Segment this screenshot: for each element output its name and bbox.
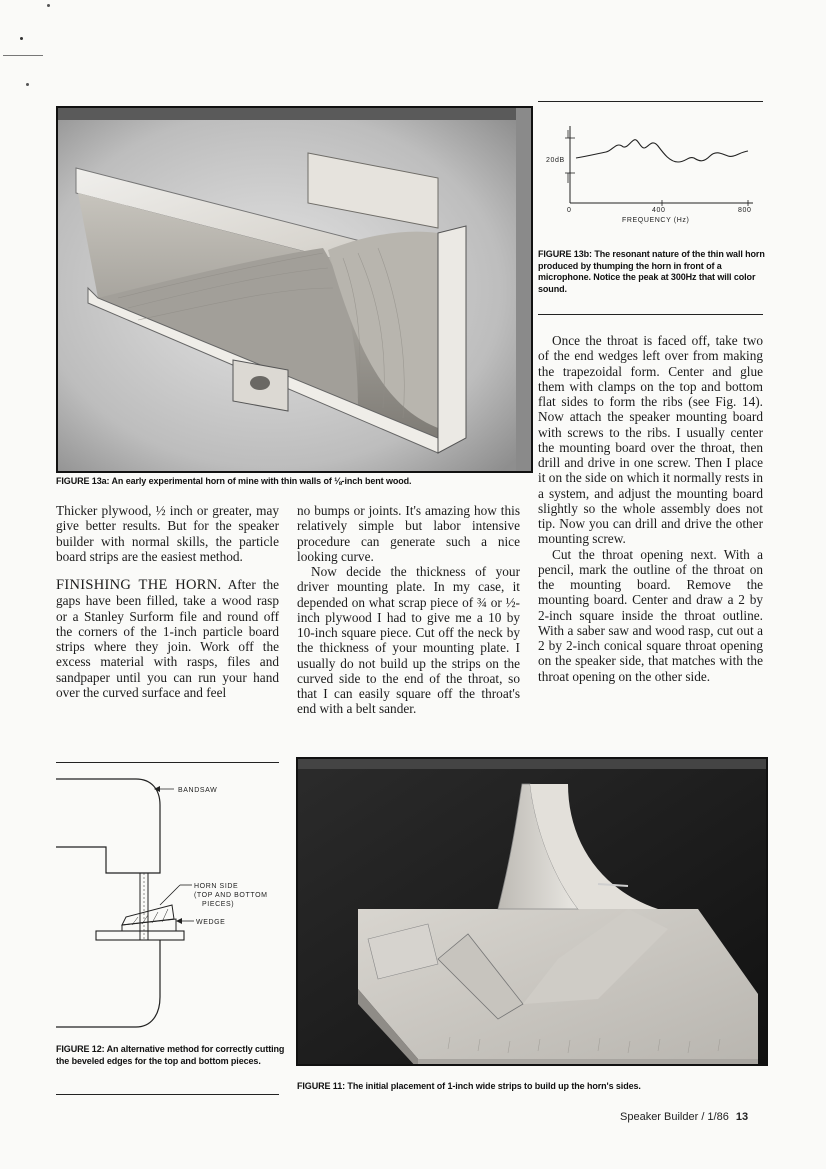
- bandsaw-label: BANDSAW: [178, 787, 218, 794]
- horn-side-label: PIECES): [202, 901, 235, 908]
- figure-11-caption-label: FIGURE 11:: [297, 1081, 346, 1091]
- figure-11-caption: [297, 1081, 767, 1093]
- x-tick-label: 0: [567, 207, 572, 214]
- figure-13a-caption-label: FIGURE 13a:: [56, 476, 110, 486]
- figure-12-top-rule: [56, 762, 279, 763]
- x-tick-label: 400: [652, 207, 666, 214]
- figure-13a-caption: [56, 476, 536, 488]
- scan-mark: [47, 4, 50, 7]
- x-tick-label: 800: [738, 207, 752, 214]
- response-curve: [576, 140, 748, 162]
- figure-13b-caption-text: The resonant nature of the thin wall horn produced by thumping the horn in front of a microphone. Notice the peak at 300Hz that will color sound.: [538, 249, 765, 294]
- wedge-label: WEDGE: [196, 919, 226, 926]
- paragraph: After the gaps have been filled, take a wood rasp or a Stanley Surform file and round off the corners of the 1-inch particle board strips where they join. Work off the excess material with rasps, files and sandpaper until you can run your hand over the curved surface and feel: [56, 577, 279, 700]
- scan-mark: [20, 37, 23, 40]
- horn-side-label: HORN SIDE: [194, 883, 239, 890]
- scan-mark: [26, 83, 29, 86]
- figure-13a-caption-fraction: ⅛: [334, 476, 342, 486]
- section-heading: FINISHING THE HORN.: [56, 577, 222, 593]
- publication-name: Speaker Builder / 1/86: [620, 1111, 729, 1123]
- column-2: [297, 503, 520, 717]
- paragraph: Once the throat is faced off, take two of the end wedges left over from making the trapezoidal form. Center and glue them with clamps on the top and bottom flat sides to form the ribs (see Fig. 14). Now attach the speaker mounting board with screws to the ribs. I usually center the mounting board over the throat, then drill and drive in one screw. Then I place it on the side on which it normally rests in a system, and adjust the mounting board slightly so the whole assembly does not tip. Now you can drill and drive the other mounting screw.: [538, 333, 763, 547]
- page-number: 13: [735, 1111, 749, 1123]
- figure-12-caption-text: An alternative method for correctly cutting the beveled edges for the top and bottom pieces.: [56, 1044, 285, 1066]
- wedge: [122, 919, 176, 931]
- bandsaw-frame-lower: [56, 940, 160, 1027]
- figure-12-caption: [56, 1044, 286, 1067]
- figure-13a-photo: [56, 106, 533, 473]
- section-paragraph: [56, 577, 279, 700]
- paragraph: Thicker plywood, ½ inch or greater, may give better results. But for the speaker builder with normal skills, the particle board strips are the easiest method.: [56, 503, 279, 564]
- figure-11-photo: [296, 757, 768, 1066]
- figure-13b-bottom-rule: [538, 314, 763, 315]
- figure-11-caption-text: The initial placement of 1-inch wide strips to build up the horn's sides.: [347, 1081, 641, 1091]
- figure-12-caption-label: FIGURE 12:: [56, 1044, 105, 1054]
- figure-13b-caption-label: FIGURE 13b:: [538, 249, 592, 259]
- scan-mark: [3, 55, 43, 56]
- figure-13a-caption-text: An early experimental horn of mine with thin walls of: [111, 476, 335, 486]
- figure-12-diagram: [56, 765, 281, 1040]
- paragraph: Cut the throat opening next. With a pencil, mark the outline of the throat on the mounting board. Remove the mounting board. Center and draw a 2 by 2-inch square inside the throat outline. With a saber saw and wood rasp, cut out a 2 by 2-inch conical square throat opening on the speaker side, that matches with the throat opening on the other side.: [538, 546, 763, 684]
- x-axis-label: FREQUENCY (Hz): [622, 217, 690, 224]
- figure-12-bottom-rule: [56, 1094, 279, 1095]
- bandsaw-frame-upper: [56, 779, 160, 873]
- figure-13b-caption: [538, 249, 773, 295]
- figure-13b-graph: [538, 118, 768, 228]
- column-3: [538, 333, 763, 684]
- page-footer: [620, 1111, 748, 1123]
- figure-13a-caption-end: -inch bent wood.: [341, 476, 412, 486]
- paragraph: Now decide the thickness of your driver mounting plate. In my case, it depended on what scrap piece of ¾ or ½-inch plywood I had to give me a 10 by 10-inch square piece. Cut off the neck by the thickness of your mounting plate. I usually do not build up the strips on the curved side to the end of the throat, so that I can easily square off the throat's end with a belt sander.: [297, 564, 520, 717]
- horn-side-label: (TOP AND BOTTOM: [194, 892, 268, 899]
- paragraph: no bumps or joints. It's amazing how this relatively simple but labor intensive procedure can generate such a nice looking curve.: [297, 503, 520, 564]
- column-1: [56, 503, 279, 700]
- y-scale-label: 20dB: [546, 157, 565, 164]
- figure-13b-top-rule: [538, 101, 763, 102]
